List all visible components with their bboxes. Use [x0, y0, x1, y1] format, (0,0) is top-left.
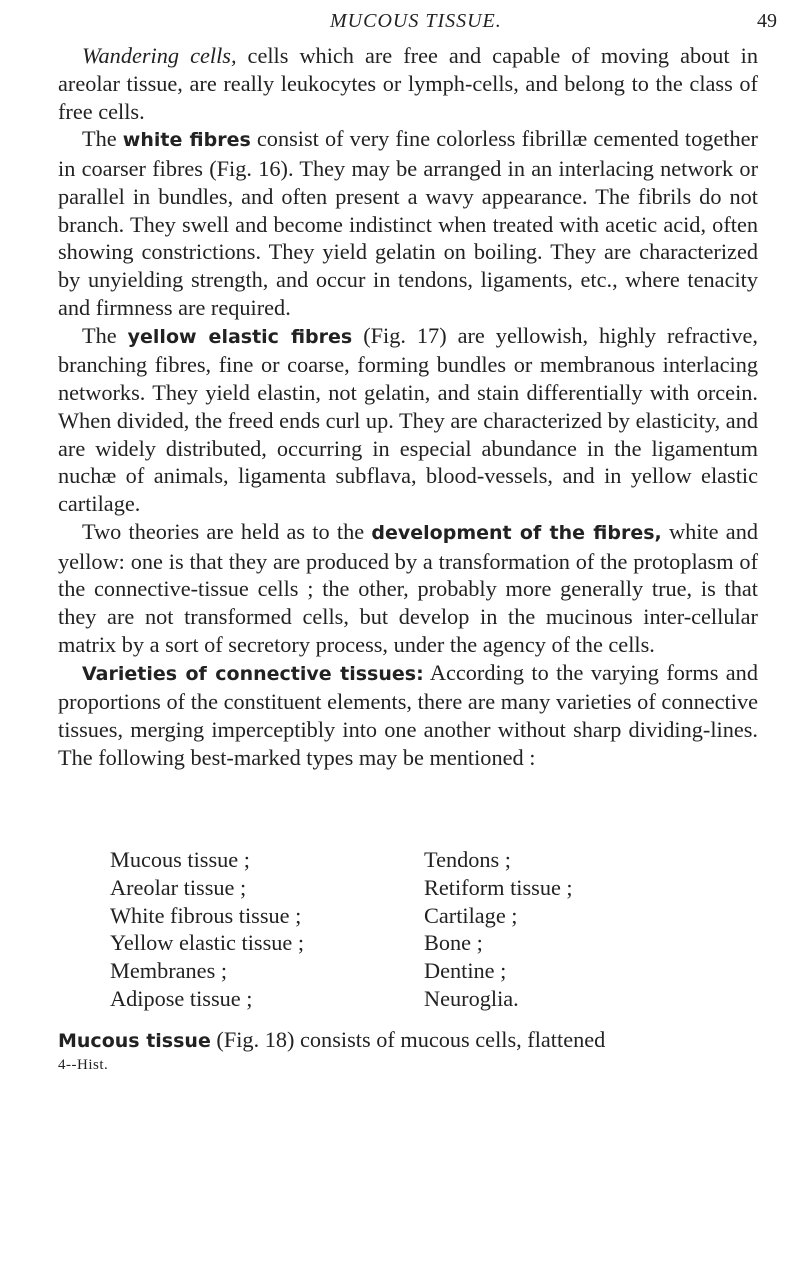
paragraph-lead: Two theories are held as to the	[82, 518, 372, 544]
page-number: 49	[757, 10, 777, 32]
list-item: Neuroglia.	[424, 985, 519, 1011]
list-item: Retiform tissue ;	[424, 874, 573, 900]
paragraph-text: consist of very fine colorless fibrillæ cemented together in coarser fibres (Fig. 16). They may be arranged in an interlacing network or parallel in bundles, and often present a wavy appearance. The fibrils do not branch. They swell and become indistinct when treated with acetic acid, often showing constrictions. They yield gelatin on boiling. They are characterized by unyielding strength, and occur in tendons, ligaments, etc., where tenacity and firmness are required.	[58, 126, 758, 320]
term-yellow-elastic-fibres: yellow elastic fibres	[127, 325, 353, 348]
list-item: Areolar tissue ;	[110, 874, 247, 900]
list-item: Dentine ;	[424, 958, 507, 983]
tissue-list-left-column	[110, 846, 304, 1013]
paragraph-text: (Fig. 17) are yellowish, highly refractive, branching fibres, fine or coarse, forming bundles or membranous interlacing networks. They yield elastin, not gelatin, and stain differentially with orcein. When divided, the freed ends curl up. They are characterized by elasticity, and are widely distributed, occurring in especial abundance in the ligamentum nuchæ of animals, ligamenta subflava, blood-vessels, and in yellow elastic cartilage.	[58, 322, 758, 516]
paragraph-text: cells which are free and capable of moving about in areolar tissue, are really leukocytes or lymph-cells, and belong to the class of free cells.	[58, 43, 758, 124]
paragraph-varieties	[58, 659, 758, 772]
list-item: Yellow elastic tissue ;	[110, 930, 305, 956]
list-item: Mucous tissue ;	[110, 847, 250, 872]
list-item: Bone ;	[424, 930, 483, 956]
term-wandering-cells: Wandering cells,	[82, 43, 237, 68]
term-varieties: Varieties of connective tissues:	[82, 662, 424, 685]
paragraph-development	[58, 518, 758, 659]
running-title: MUCOUS TISSUE.	[330, 10, 502, 32]
term-white-fibres: white fibres	[122, 129, 251, 152]
paragraph-lead: The	[82, 126, 123, 152]
paragraph-yellow-elastic-fibres	[58, 322, 758, 518]
list-item: Tendons ;	[424, 847, 511, 872]
tissue-list-right-column	[424, 846, 573, 1013]
paragraph-text: (Fig. 18) consists of mucous cells, flattened	[210, 1027, 606, 1052]
paragraph-text: white and yellow: one is that they are produced by a transformation of the protoplasm of the connective-tissue cells ; the other, probably more generally true, is that they are not transformed cells, but develop in the mucinous inter-cellular matrix by a sort of secretory process, under the agency of the cells.	[58, 518, 758, 657]
signature-mark: 4--Hist.	[58, 1057, 109, 1073]
list-item: Adipose tissue ;	[110, 985, 253, 1011]
running-head	[0, 6, 801, 36]
body-text	[58, 42, 758, 772]
list-item: Membranes ;	[110, 958, 228, 983]
paragraph-text: According to the varying forms and proportions of the constituent elements, there are many varieties of connective tissues, merging imperceptibly into one another without sharp dividing-lines. The following best-marked types may be mentioned :	[58, 659, 758, 770]
paragraph-wandering-cells	[58, 42, 758, 125]
paragraph-white-fibres	[58, 125, 758, 321]
term-mucous-tissue: Mucous tissue	[58, 1030, 211, 1052]
paragraph-lead: The	[82, 322, 128, 348]
paragraph-mucous-tissue	[58, 1026, 758, 1056]
list-item: White fibrous tissue ;	[110, 902, 302, 928]
list-item: Cartilage ;	[424, 902, 518, 928]
term-development-of-fibres: development of the fibres,	[371, 521, 662, 544]
